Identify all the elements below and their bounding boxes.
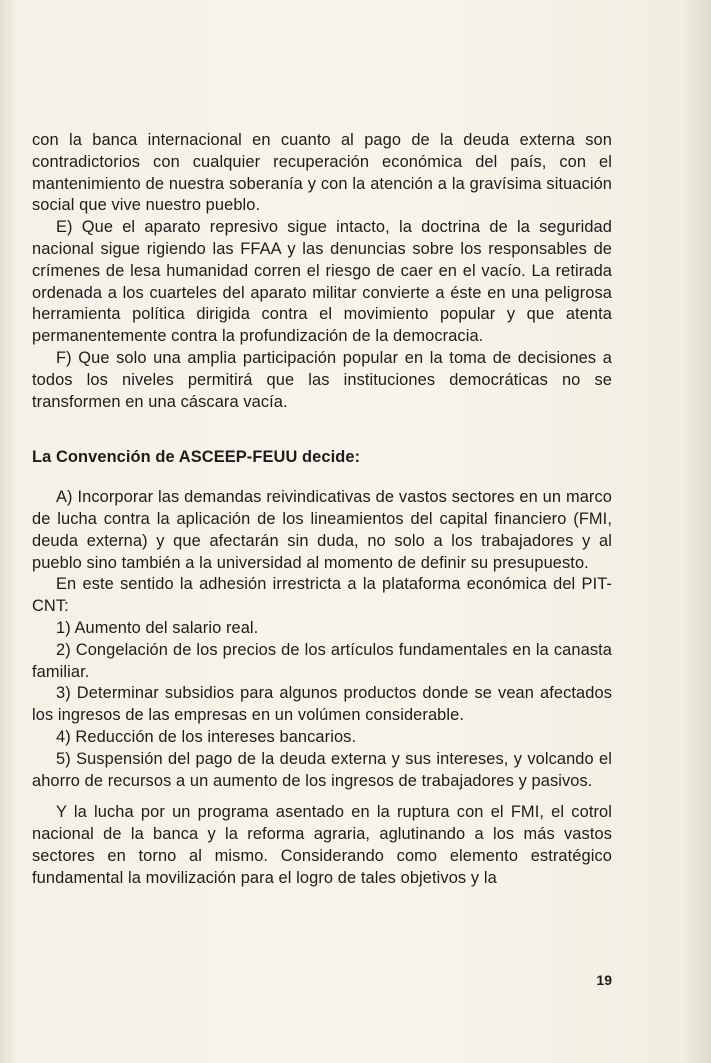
paragraph-f: F) Que solo una amplia participación popular en la toma de decisiones a todos los niveles permitirá que las instituciones democráticas no se transformen en una cáscara vacía. xyxy=(32,348,612,411)
paragraph-a: A) Incorporar las demandas reivindicativas de vastos sectores en un marco de lucha contra la aplicación de los lineamientos del capital financiero (FMI, deuda externa) y que afectarán sin duda, no solo a los trabajadores y al pueblo sino también a la universidad al momento de definir su presupuesto. xyxy=(32,488,612,572)
paragraph-e: E) Que el aparato represivo sigue intacto, la doctrina de la seguridad nacional sigue rigiendo las FFAA y las denuncias sobre los responsables de crímenes de lesa humanidad corren el riesgo de caer en el vacío. La retirada ordenada a los cuarteles del aparato militar convierte a éste en una peligrosa herramienta política dirigida contra el movimiento popular y que atenta permanentemente contra la profundización de la democracia. xyxy=(32,218,612,346)
list-item-2: 2) Congelación de los precios de los artículos fundamentales en la canasta familiar. xyxy=(32,640,612,681)
list-item-1: 1) Aumento del salario real. xyxy=(56,618,259,637)
list-item-4: 4) Reducción de los intereses bancarios. xyxy=(56,727,357,746)
paragraph-program: Y la lucha por un programa asentado en la ruptura con el FMI, el cotrol nacional de la banca y la reforma agraria, aglutinando a los más vastos sectores en torno al mismo. Considerando como elemento estratégico fundamental la movilización para el logro de tales objetivos y la xyxy=(32,803,612,887)
paragraph-adhesion: En este sentido la adhesión irrestricta a la plataforma económica del PIT-CNT: xyxy=(32,575,612,616)
list-item-5: 5) Suspensión del pago de la deuda externa y sus intereses, y volcando el ahorro de recursos a un aumento de los ingresos de trabajadores y pasivos. xyxy=(32,749,612,790)
paragraph-continuation: con la banca internacional en cuanto al pago de la deuda externa son contradictorios con cualquier recuperación económica del país, con el mantenimiento de nuestra soberanía y con la atención a la gravísima situación social que vive nuestro pueblo. xyxy=(32,131,612,215)
section-heading: La Convención de ASCEEP-FEUU decide: xyxy=(32,448,361,467)
list-item-3: 3) Determinar subsidios para algunos productos donde se vean afectados los ingresos de las empresas en un volúmen considerable. xyxy=(32,684,612,725)
body-text xyxy=(32,130,612,890)
page-number: 19 xyxy=(596,972,612,988)
